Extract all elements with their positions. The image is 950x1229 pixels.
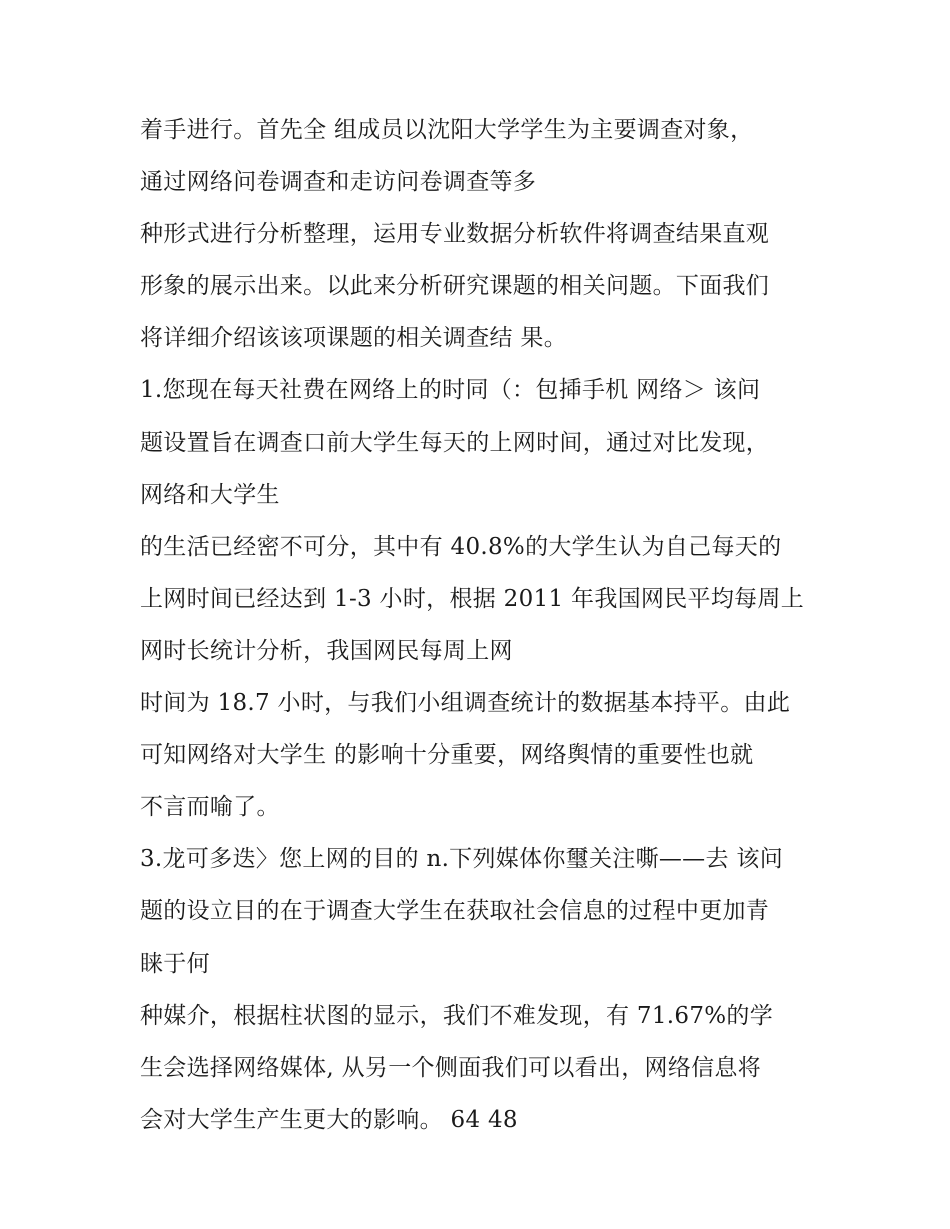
text-line: 网络和大学生 [140, 481, 280, 508]
text-line: 网时长统计分析，我国网民每周上网 [140, 637, 513, 664]
text-line: 形象的展示出来。以此来分析研究课题的相关问题。下面我们 [140, 273, 770, 300]
question-3-line: 3.龙可多迭〉您上网的目的 n.下列媒体你璽关注嘶——去 该问 [140, 846, 783, 873]
text-line: 种媒介，根据柱状图的显示，我们不难发现，有 71.67%的学 [140, 1002, 774, 1029]
text-line: 会对大学生产生更大的影响。 64 48 [140, 1106, 518, 1133]
text-line: 不言而喻了。 [140, 794, 280, 821]
text-line: 时间为 18.7 小时，与我们小组调查统计的数据基本持平。由此 [140, 690, 791, 717]
text-line: 睐于何 [140, 950, 210, 977]
question-1-line: 1.您现在每天社费在网络上的时同（：包揷手机 网络＞ 该问 [140, 377, 761, 404]
text-line: 上网时间已经达到 1-3 小时，根据 2011 年我国网民平均每周上 [140, 585, 805, 612]
text-line: 题设置旨在调查口前大学生每天的上网时间，通过对比发现， [140, 429, 770, 456]
text-line: 将详细介绍该该项课题的相关调查结 果。 [140, 325, 568, 352]
text-line: 种形式进行分析整理，运用专业数据分析软件将调查结果直观 [140, 221, 770, 248]
text-line: 生会选择网络媒体, 从另一个侧面我们可以看出，网络信息将 [140, 1054, 762, 1081]
body-text [140, 104, 830, 1146]
text-line: 着手进行。首先全 组成员以沈阳大学学生为主要调查对象， [140, 117, 754, 143]
text-line: 可知网络对大学生 的影响十分重要，网络舆情的重要性也就 [140, 742, 754, 769]
text-line: 通过网络问卷调查和走访问卷调查等多 [140, 169, 537, 196]
text-line: 题的设立目的在于调查大学生在获取社会信息的过程中更加青 [140, 898, 770, 925]
text-line: 的生活已经密不可分，其中有 40.8%的大学生认为自己每天的 [140, 533, 782, 560]
